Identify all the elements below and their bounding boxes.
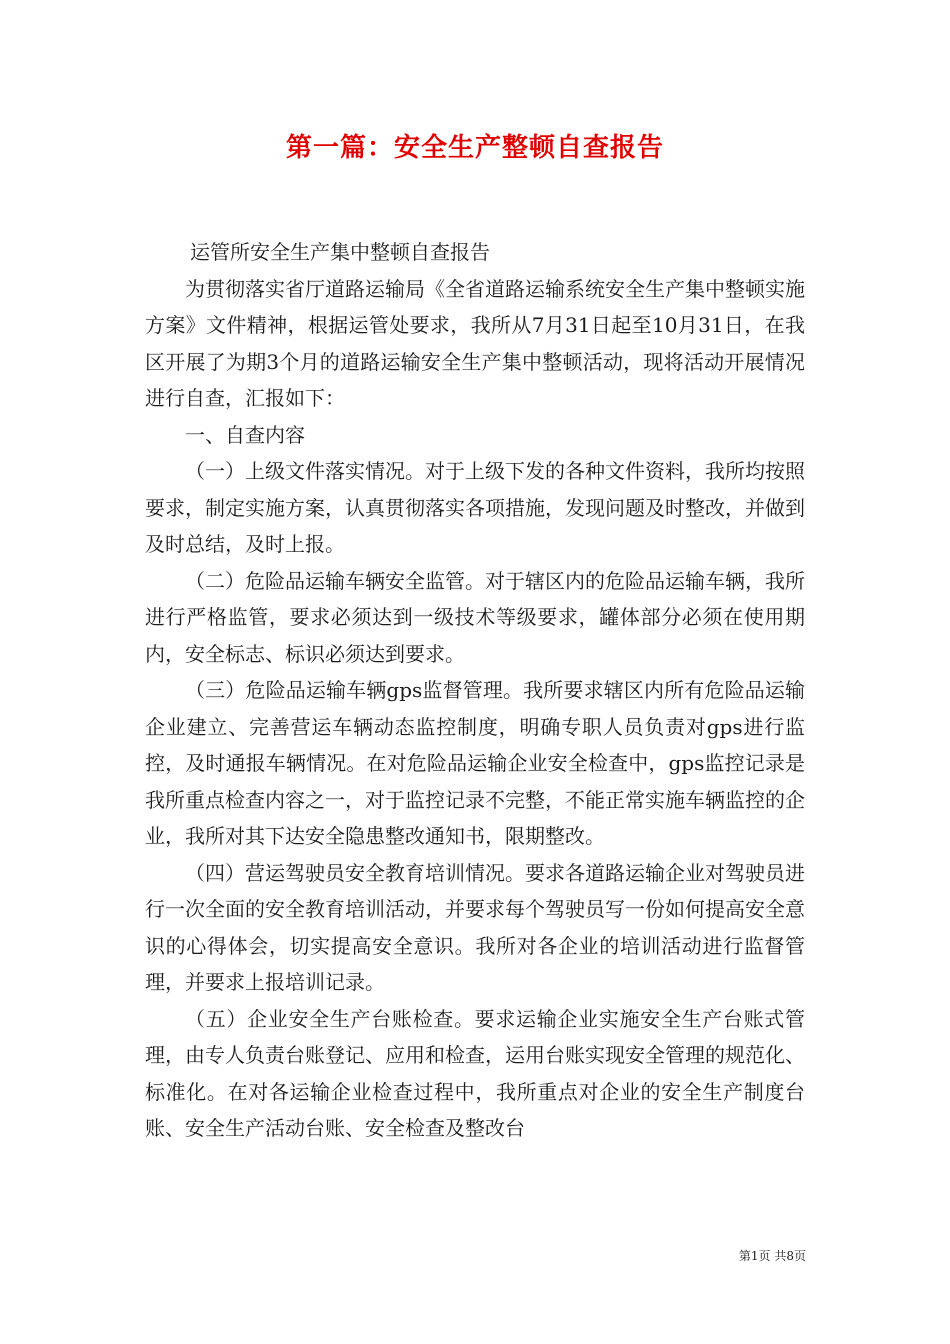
- paragraph-item-3: （三）危险品运输车辆gps监督管理。我所要求辖区内所有危险品运输企业建立、完善营运车辆动态监控制度，明确专职人员负责对gps进行监控，及时通报车辆情况。在对危险品运输企业安全检查中，gps监控记录是我所重点检查内容之一，对于监控记录不完整，不能正常实施车辆监控的企业，我所对其下达安全隐患整改通知书，限期整改。: [145, 678, 805, 848]
- page-number-footer: 第1页 共8页: [738, 1249, 806, 1263]
- paragraph-item-2: （二）危险品运输车辆安全监管。对于辖区内的危险品运输车辆，我所进行严格监管，要求必须达到一级技术等级要求，罐体部分必须在使用期内，安全标志、标识必须达到要求。: [145, 568, 805, 666]
- paragraph-intro: 为贯彻落实省厅道路运输局《全省道路运输系统安全生产集中整顿实施方案》文件精神，根据运管处要求，我所从7月31日起至10月31日，在我区开展了为期3个月的道路运输安全生产集中整顿活动，现将活动开展情况进行自查，汇报如下：: [145, 276, 805, 410]
- section-heading-self-check: 一、自查内容: [185, 422, 305, 447]
- paragraph-item-4: （四）营运驾驶员安全教育培训情况。要求各道路运输企业对驾驶员进行一次全面的安全教育培训活动，并要求每个驾驶员写一份如何提高安全意识的心得体会，切实提高安全意识。我所对各企业的培训活动进行监督管理，并要求上报培训记录。: [145, 860, 805, 994]
- paragraph-item-1: （一）上级文件落实情况。对于上级下发的各种文件资料，我所均按照要求，制定实施方案，认真贯彻落实各项措施，发现问题及时整改，并做到及时总结，及时上报。: [145, 459, 805, 556]
- paragraph-item-5: （五）企业安全生产台账检查。要求运输企业实施安全生产台账式管理，由专人负责台账登记、应用和检查，运用台账实现安全管理的规范化、标准化。在对各运输企业检查过程中，我所重点对企业的安全生产制度台账、安全生产活动台账、安全检查及整改台: [145, 1006, 805, 1140]
- document-body: [145, 234, 805, 1147]
- document-subtitle: 运管所安全生产集中整顿自查报告: [190, 240, 490, 264]
- document-title: 第一篇：安全生产整顿自查报告: [285, 133, 664, 163]
